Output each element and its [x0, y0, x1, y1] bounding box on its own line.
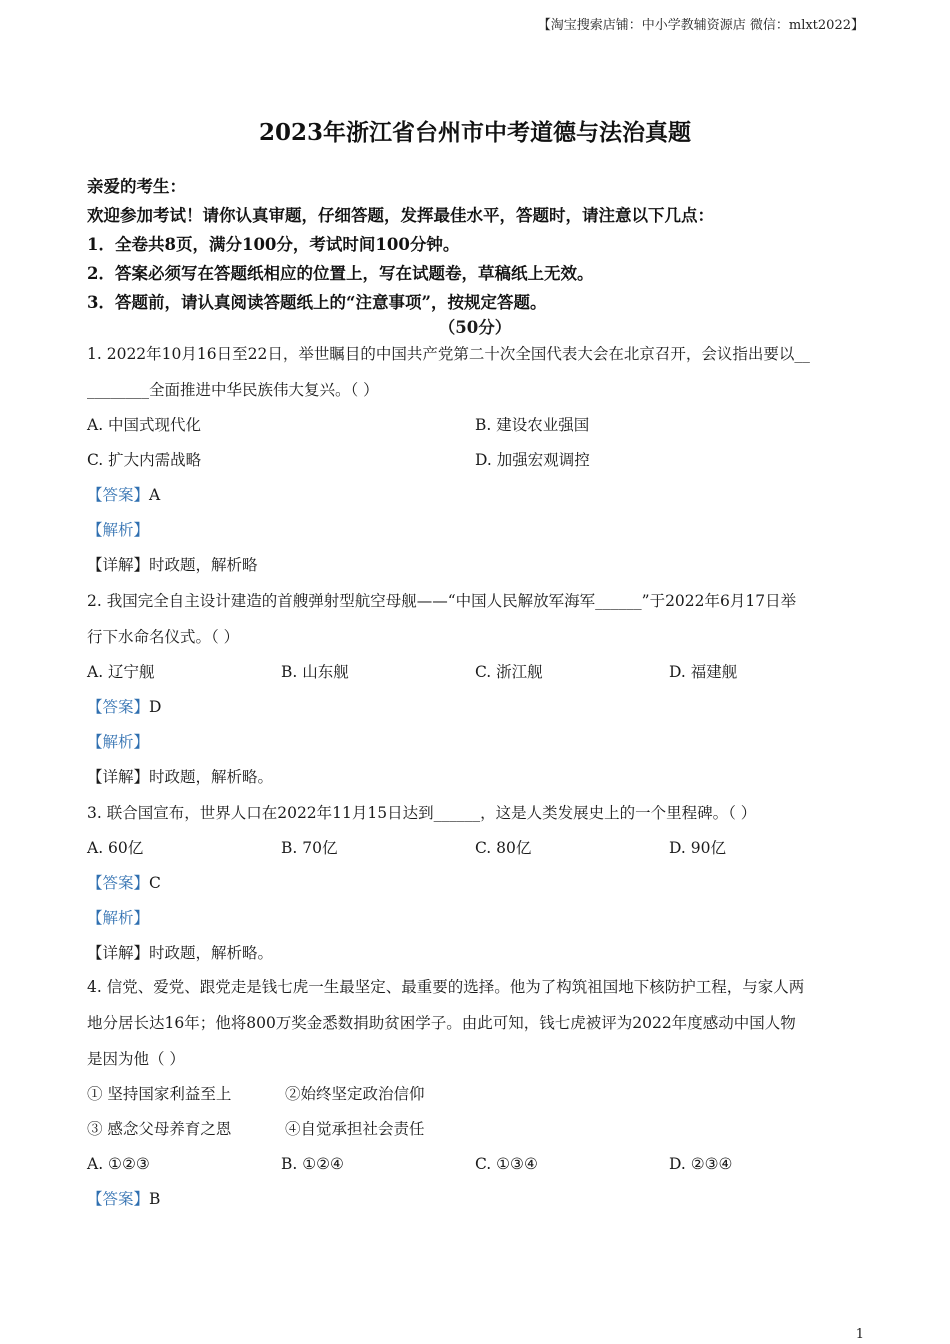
- question-2-line-1: 2. 我国完全自主设计建造的首艘弹射型航空母舰——“中国人民解放军海军______”于2022年6月17日举: [87, 592, 797, 610]
- detail-label: 【详解】: [87, 944, 150, 962]
- question-1-options-row-2: [87, 443, 867, 478]
- intro-welcome: 欢迎参加考试！请你认真审题，仔细答题，发挥最佳水平，答题时，请注意以下几点：: [87, 206, 714, 225]
- option-b: B. ①②④: [281, 1155, 344, 1173]
- intro-greeting: 亲爱的考生：: [87, 177, 186, 196]
- detail-label: 【详解】: [87, 556, 150, 574]
- statement-1: ① 坚持国家利益至上: [87, 1085, 232, 1103]
- option-a: A. 中国式现代化: [87, 416, 202, 434]
- analysis-line: [87, 725, 867, 760]
- question-4: [87, 969, 867, 1217]
- statements-row-1: [87, 1077, 867, 1112]
- option-b: B. 70亿: [281, 839, 338, 857]
- detail-label: 【详解】: [87, 768, 150, 786]
- analysis-line: [87, 901, 867, 936]
- analysis-label: 【解析】: [87, 521, 150, 539]
- option-d: D. ②③④: [669, 1155, 733, 1173]
- answer-label: 【答案】: [87, 1190, 150, 1208]
- question-2: [87, 583, 867, 795]
- intro-rule-1: 1．全卷共8页，满分100分，考试时间100分钟。: [87, 235, 460, 254]
- question-3-options: [87, 831, 867, 866]
- option-c: C. ①③④: [475, 1155, 538, 1173]
- page-number: 1: [855, 1327, 864, 1342]
- statement-3: ③ 感念父母养育之恩: [87, 1120, 232, 1138]
- option-a: A. 60亿: [87, 839, 144, 857]
- option-d: D. 90亿: [669, 839, 726, 857]
- answer-label: 【答案】: [87, 874, 150, 892]
- analysis-label: 【解析】: [87, 733, 150, 751]
- section-score: （50分）: [438, 318, 512, 337]
- question-4-options: [87, 1147, 867, 1182]
- detail-line: [87, 760, 867, 795]
- option-c: C. 浙江舰: [475, 663, 543, 681]
- intro-rule-3: 3．答题前，请认真阅读答题纸上的“注意事项”，按规定答题。: [87, 293, 547, 312]
- option-d: D. 福建舰: [669, 663, 738, 681]
- question-1-line-2: ________全面推进中华民族伟大复兴。（ ）: [87, 381, 379, 399]
- statement-4: ④自觉承担社会责任: [285, 1120, 425, 1138]
- detail-text: 时政题，解析略。: [149, 944, 274, 962]
- answer-value: C: [149, 874, 161, 892]
- statements-row-2: [87, 1112, 867, 1147]
- question-1: [87, 336, 867, 583]
- page-title: 2023年浙江省台州市中考道德与法治真题: [258, 119, 691, 146]
- answer-value: A: [149, 486, 161, 504]
- header-note: 【淘宝搜索店铺：中小学教辅资源店 微信：mlxt2022】: [537, 18, 864, 33]
- option-b: B. 山东舰: [281, 663, 349, 681]
- question-4-line-2: 地分居长达16年；他将800万奖金悉数捐助贫困学子。由此可知，钱七虎被评为2022年度感动中国人物: [87, 1014, 796, 1032]
- question-1-line-1: 1. 2022年10月16日至22日，举世瞩目的中国共产党第二十次全国代表大会在北京召开，会议指出要以__: [87, 345, 810, 363]
- answer-line: [87, 1182, 867, 1217]
- analysis-label: 【解析】: [87, 909, 150, 927]
- intro-rule-2: 2．答案必须写在答题纸相应的位置上，写在试题卷，草稿纸上无效。: [87, 264, 594, 283]
- option-a: A. ①②③: [87, 1155, 150, 1173]
- option-c: C. 80亿: [475, 839, 532, 857]
- detail-text: 时政题，解析略: [149, 556, 258, 574]
- question-4-line-3: 是因为他（ ）: [87, 1050, 185, 1068]
- answer-value: D: [149, 698, 162, 716]
- question-3: [87, 795, 867, 971]
- question-3-line-1: 3. 联合国宣布，世界人口在2022年11月15日达到______，这是人类发展史上的一个里程碑。（ ）: [87, 804, 757, 822]
- detail-text: 时政题，解析略。: [149, 768, 274, 786]
- answer-label: 【答案】: [87, 486, 150, 504]
- analysis-line: [87, 513, 867, 548]
- option-c: C. 扩大内需战略: [87, 451, 202, 469]
- answer-line: [87, 690, 867, 725]
- option-d: D. 加强宏观调控: [475, 451, 590, 469]
- answer-label: 【答案】: [87, 698, 150, 716]
- detail-line: [87, 548, 867, 583]
- statement-2: ②始终坚定政治信仰: [285, 1085, 425, 1103]
- answer-value: B: [149, 1190, 161, 1208]
- answer-line: [87, 478, 867, 513]
- option-b: B. 建设农业强国: [475, 416, 590, 434]
- detail-line: [87, 936, 867, 971]
- answer-line: [87, 866, 867, 901]
- question-4-line-1: 4. 信党、爱党、跟党走是钱七虎一生最坚定、最重要的选择。他为了构筑祖国地下核防护工程，与家人两: [87, 978, 805, 996]
- question-2-line-2: 行下水命名仪式。（ ）: [87, 628, 240, 646]
- question-1-options-row-1: [87, 408, 867, 443]
- option-a: A. 辽宁舰: [87, 663, 155, 681]
- exam-instructions: [87, 172, 877, 317]
- question-2-options: [87, 655, 867, 690]
